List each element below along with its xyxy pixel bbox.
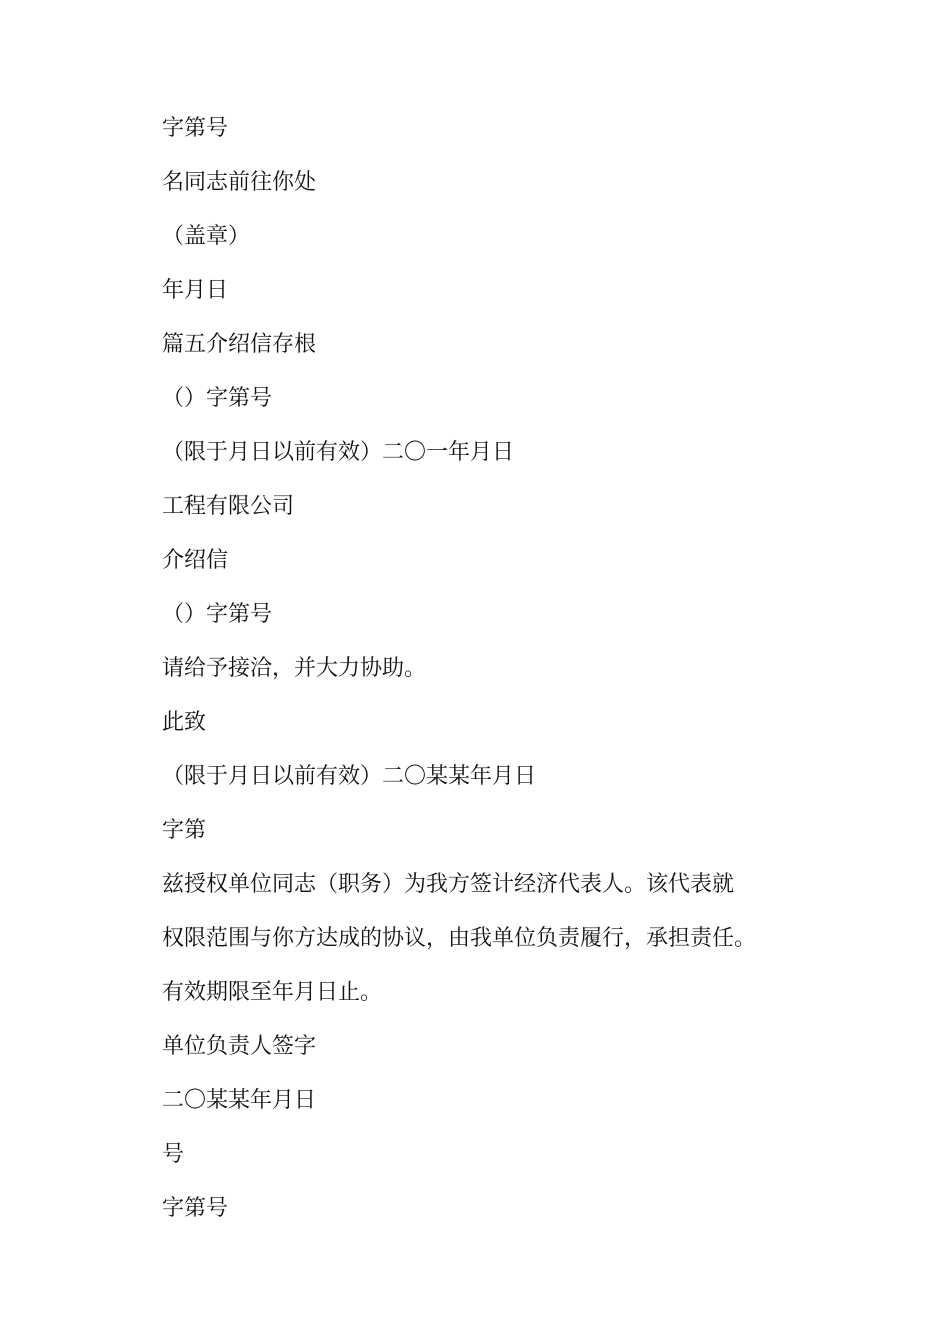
text-line-19: 二〇某某年月日 (162, 1088, 317, 1113)
text-line-15: 兹授权单位同志（职务）为我方签计经济代表人。该代表就 (162, 872, 735, 897)
text-line-11: 请给予接洽，并大力协助。 (162, 656, 427, 681)
text-line-7: （限于月日以前有效）二〇一年月日 (162, 440, 515, 465)
text-line-6: （）字第号 (162, 386, 273, 411)
text-line-13: （限于月日以前有效）二〇某某年月日 (162, 764, 537, 789)
text-line-12: 此致 (162, 710, 207, 735)
text-line-10: （）字第号 (162, 602, 273, 627)
text-line-2: 名同志前往你处 (162, 170, 317, 195)
text-line-18: 单位负责人签字 (162, 1034, 317, 1059)
text-line-3: （盖章） (162, 224, 251, 249)
text-line-20: 号 (162, 1142, 185, 1167)
text-line-9: 介绍信 (162, 548, 229, 573)
text-line-4: 年月日 (162, 278, 229, 303)
text-line-14: 字第 (162, 818, 207, 843)
text-line-21: 字第号 (162, 1196, 229, 1221)
text-line-16: 权限范围与你方达成的协议，由我单位负责履行，承担责任。 (162, 926, 757, 951)
text-line-8: 工程有限公司 (162, 494, 295, 519)
text-line-1: 字第号 (162, 116, 229, 141)
text-line-5: 篇五介绍信存根 (162, 332, 317, 357)
text-line-17: 有效期限至年月日止。 (162, 980, 383, 1005)
